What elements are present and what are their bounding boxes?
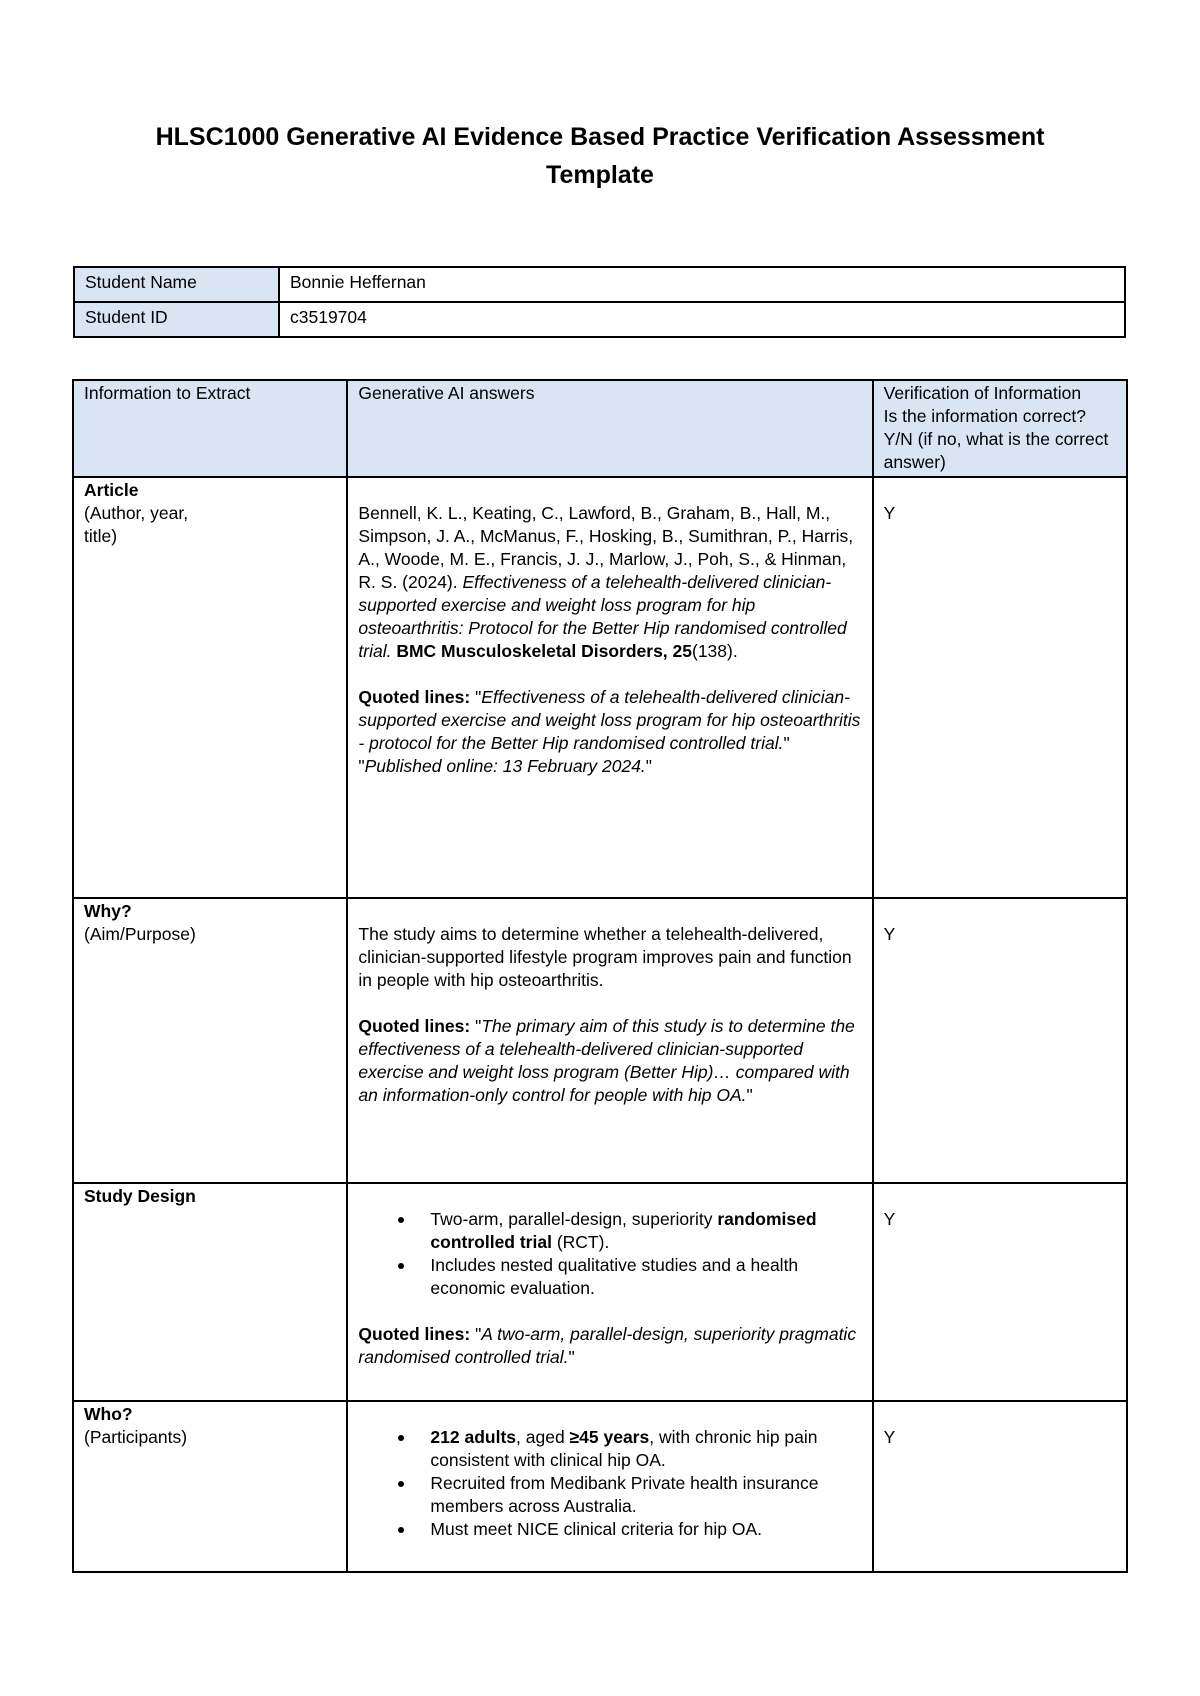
who-label-cell <box>73 1401 347 1572</box>
header-verification <box>873 380 1127 477</box>
why-verification-cell[interactable] <box>873 898 1127 1183</box>
student-id-value[interactable]: c3519704 <box>279 302 1125 337</box>
article-label-cell <box>73 477 347 898</box>
article-sublabel-2: title) <box>84 526 118 546</box>
article-sublabel-1: (Author, year, <box>84 503 189 523</box>
why-answer-cell[interactable]: The study aims to determine whether a telehealth-delivered, clinician-supported lifestyle program improves pain and function in people with hip osteoarthritis. Quoted lines: "The primary aim of this study is to determine the effectiveness of a telehealth-delivered clinician-supported exercise and weight loss program (Better Hip)… compared with an information-only control for people with hip OA." <box>347 898 872 1183</box>
header-verification-question: Is the information correct? Y/N (if no, what is the correct answer) <box>883 406 1109 472</box>
who-answer-cell[interactable] <box>347 1401 872 1572</box>
student-name-label: Student Name <box>74 267 279 302</box>
article-quote-2: Published online: 13 February 2024. <box>364 756 646 776</box>
header-generative-ai-answers: Generative AI answers <box>347 380 872 477</box>
article-answer-cell[interactable]: Bennell, K. L., Keating, C., Lawford, B., Graham, B., Hall, M., Simpson, J. A., McManus, F., Hosking, B., Sumithran, P., Harris, A., Woode, M. E., Francis, J. J., Marlow, J., Poh, S., & Hinman, R. S. (2024). Effectiveness of a telehealth-delivered clinician-supported exercise and weight loss program for hip osteoarthritis: Protocol for the Better Hip randomised controlled trial. BMC Musculoskeletal Disorders, 25(138). Quoted lines: "Effectiveness of a telehealth-delivered clinician-supported exercise and weight loss program for hip osteoarthritis - protocol for the Better Hip randomised controlled trial." "Published online: 13 February 2024." <box>347 477 872 898</box>
why-quoted-label: Quoted lines: <box>358 1016 471 1036</box>
table-row-why <box>73 898 1127 1183</box>
list-item: Must meet NICE clinical criteria for hip OA. <box>430 1518 861 1541</box>
design-answer-cell[interactable]: Two-arm, parallel-design, superiority randomised controlled trial (RCT). Includes nested qualitative studies and a health economic evaluation. Quoted lines: "A two-arm, parallel-design, superiority pragmatic randomised controlled trial." <box>347 1183 872 1401</box>
article-authors: Bennell, K. L., Keating, C., Lawford, B., Graham, B., Hall, M., Simpson, J. A., McManus, F., Hosking, B., Sumithran, P., Harris, A., Woode, M. E., Francis, J. J., Marlow, J., Poh, S., & Hinman, R. S. (2024). <box>358 503 854 592</box>
article-label: Article <box>84 480 139 500</box>
design-quote: A two-arm, parallel-design, superiority pragmatic randomised controlled trial. <box>358 1324 857 1367</box>
verification-table <box>72 379 1128 1573</box>
table-row-who <box>73 1401 1127 1572</box>
article-title: Effectiveness of a telehealth-delivered clinician-supported exercise and weight loss program for hip osteoarthritis: Protocol for the Better Hip randomised controlled trial. <box>358 572 847 661</box>
why-verification: Y <box>883 924 896 944</box>
list-item: 212 adults, aged ≥45 years, with chronic hip pain consistent with clinical hip OA. <box>430 1426 861 1472</box>
header-information-to-extract: Information to Extract <box>73 380 347 477</box>
article-quoted-label: Quoted lines: <box>358 687 471 707</box>
student-id-label: Student ID <box>74 302 279 337</box>
table-row-study-design <box>73 1183 1127 1401</box>
why-quote: The primary aim of this study is to determine the effectiveness of a telehealth-delivered clinician-supported exercise and weight loss program (Better Hip)… compared with an information-only control for people with hip OA. <box>358 1016 855 1105</box>
list-item: Includes nested qualitative studies and a health economic evaluation. <box>430 1254 861 1300</box>
who-bullet-list <box>358 1426 861 1541</box>
who-verification-cell[interactable] <box>873 1401 1127 1572</box>
list-item: Recruited from Medibank Private health insurance members across Australia. <box>430 1472 861 1518</box>
why-label: Why? <box>84 901 132 921</box>
design-verification: Y <box>883 1209 896 1229</box>
design-label-cell <box>73 1183 347 1401</box>
list-item: Two-arm, parallel-design, superiority randomised controlled trial (RCT). <box>430 1208 861 1254</box>
design-verification-cell[interactable] <box>873 1183 1127 1401</box>
article-verification: Y <box>883 503 896 523</box>
student-info-table <box>73 266 1126 338</box>
article-quote-1: Effectiveness of a telehealth-delivered clinician-supported exercise and weight loss program for hip osteoarthritis - protocol for the Better Hip randomised controlled trial. <box>358 687 861 753</box>
article-issue: (138). <box>692 641 738 661</box>
student-name-value[interactable]: Bonnie Heffernan <box>279 267 1125 302</box>
article-journal: BMC Musculoskeletal Disorders, 25 <box>396 641 692 661</box>
design-label: Study Design <box>84 1186 196 1206</box>
why-sublabel: (Aim/Purpose) <box>84 924 196 944</box>
table-header-row <box>73 380 1127 477</box>
page-title-line-2: Template <box>546 161 654 189</box>
who-verification: Y <box>883 1427 896 1447</box>
design-bullet-list <box>358 1208 861 1300</box>
who-label: Who? <box>84 1404 133 1424</box>
why-label-cell <box>73 898 347 1183</box>
article-reference <box>358 479 861 663</box>
who-sublabel: (Participants) <box>84 1427 188 1447</box>
student-name-row <box>74 267 1125 302</box>
table-row-article <box>73 477 1127 898</box>
student-id-row <box>74 302 1125 337</box>
why-answer: The study aims to determine whether a telehealth-delivered, clinician-supported lifestyle program improves pain and function in people with hip osteoarthritis. <box>358 924 852 990</box>
page-title <box>60 118 1140 194</box>
header-verification-title: Verification of Information <box>883 383 1082 403</box>
design-quoted-label: Quoted lines: <box>358 1324 471 1344</box>
page-title-line-1: HLSC1000 Generative AI Evidence Based Practice Verification Assessment <box>155 123 1045 151</box>
article-verification-cell[interactable] <box>873 477 1127 898</box>
